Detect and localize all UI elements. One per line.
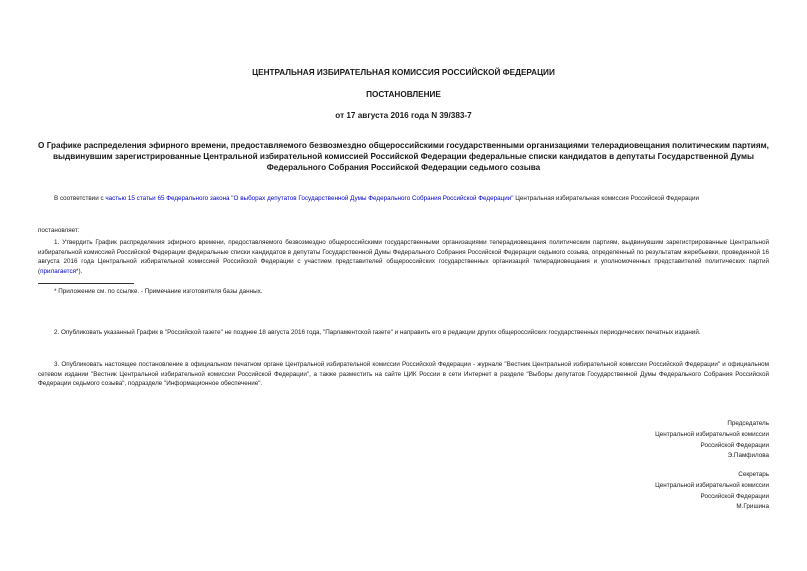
chair-org-line-1: Центральной избирательной комиссии [655,430,769,438]
preamble-paragraph [38,194,769,204]
chair-signature-block [655,419,769,462]
preamble-text-before: В соответствии с [54,195,106,202]
item-1-paragraph [38,238,769,276]
item-1-text-after: *). [76,267,83,275]
item-3-paragraph: 3. Опубликовать настоящее постановление в официальном печатном органе Центральной избирательной комиссии Российской Федерации - журнале "Вестник Центральной избирательной комиссии Российской Федерации" и официальном сетевом издании "Вестник Центральной избирательной комиссии Российской Федерации", а также разместить на сайте ЦИК России в сети Интернет в разделе "Выборы депутатов Государственной Думы Федерального Собрания Российской Федерации седьмого созыва", подразделе "Информационное обеспечение". [38,361,769,388]
item-2-paragraph: 2. Опубликовать указанный График в "Российской газете" не позднее 18 августа 2016 года, "Парламентской газете" и направить его в редакции других общероссийских государственных периодических печатных изданий. [54,329,701,336]
chair-org-line-2: Российской Федерации [700,441,769,449]
secretary-role: Секретарь [738,471,769,478]
date-number-heading: от 17 августа 2016 года N 39/383-7 [335,111,472,120]
chair-name: Э.Памфилова [727,452,769,460]
preamble-text-after: Центральная избирательная комиссия Российской Федерации [513,195,699,202]
law-article-link[interactable]: частью 15 статьи 65 Федерального закона "О выборах депутатов Государственной Думы Федерального Собрания Российской Федерации" [105,195,514,202]
secretary-org-line-1: Центральной избирательной комиссии [655,481,769,489]
footnote: * Приложение см. по ссылке. - Примечание изготовителя базы данных. [54,288,263,295]
secretary-signature-block [655,470,769,513]
chair-role: Председатель [727,420,769,427]
document-title: О Графике распределения эфирного времени, предоставляемого безвозмездно общероссийскими государственными организациями телерадиовещания политическим партиям, выдвинувшим зарегистрированные Центральной избирательной комиссией Российской Федерации федеральные списки кандидатов в депутаты Государственной Думы Федерального Собрания Российской Федерации седьмого созыва [38,141,769,172]
item-1-text-before: 1. Утвердить График распределения эфирного времени, предоставляемого безвозмездно общероссийскими государственными организациями телерадиовещания политическим партиям, выдвинувшим зарегистрированные Центральной избирательной комиссией Российской Федерации федеральные списки кандидатов в депутаты Государственной Думы Федерального Собрания Российской Федерации седьмого созыва, определенный по результатам жеребьевки, проведенной 16 августа 2016 года Центральной избирательной комиссией Российской Федерации с участием представителей общероссийских государственных организаций телерадиовещания и уполномоченных представителей политических партий ( [38,239,769,275]
resolves-text: постановляет: [38,227,80,234]
secretary-name: М.Гришина [736,503,769,511]
document-type-heading: ПОСТАНОВЛЕНИЕ [366,90,441,99]
secretary-org-line-2: Российской Федерации [700,492,769,500]
attachment-link[interactable]: прилагается [40,267,77,275]
footnote-divider [38,283,134,284]
commission-heading: ЦЕНТРАЛЬНАЯ ИЗБИРАТЕЛЬНАЯ КОМИССИЯ РОССИЙСКОЙ ФЕДЕРАЦИИ [252,68,555,77]
